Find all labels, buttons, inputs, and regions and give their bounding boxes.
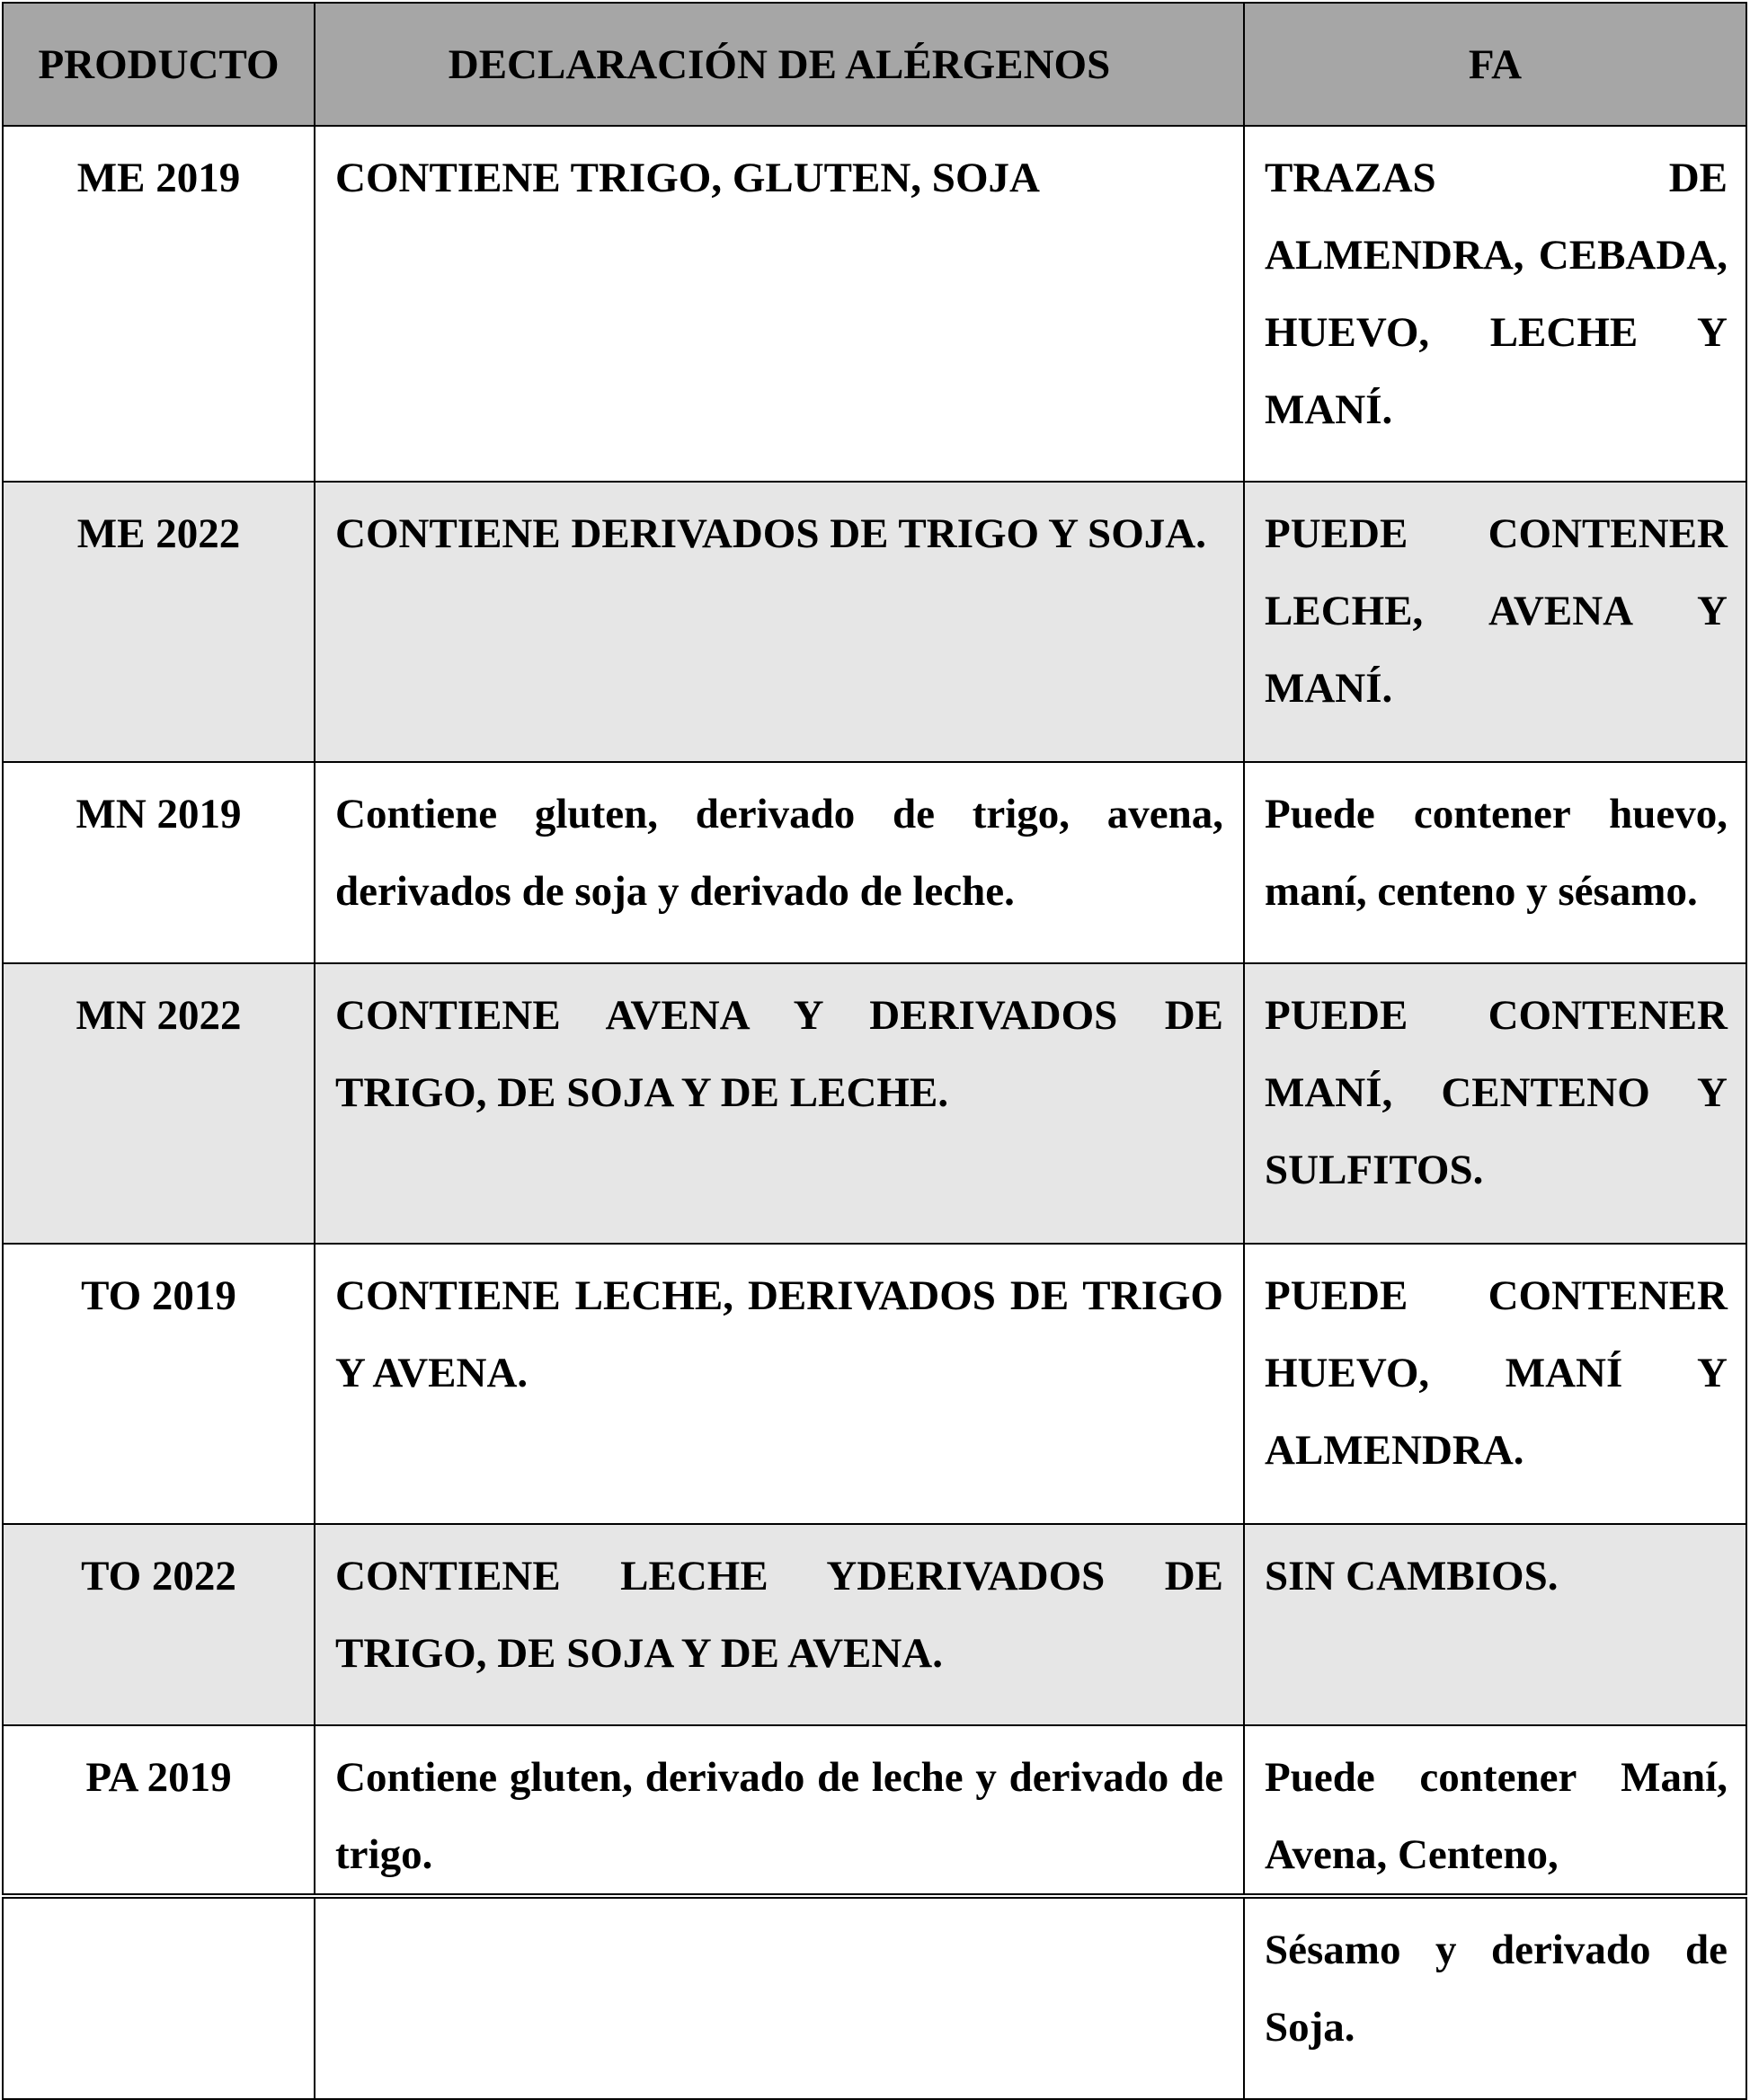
- cell-fa: PUEDE CONTENER LECHE, AVENA Y MANÍ.: [1244, 482, 1746, 762]
- cell-declaracion: Contiene gluten, derivado de leche y derivado de trigo.: [315, 1725, 1244, 1896]
- cell-fa: PUEDE CONTENER HUEVO, MANÍ Y ALMENDRA.: [1244, 1244, 1746, 1524]
- table-row: [3, 1244, 1746, 1524]
- table-row: [3, 762, 1746, 963]
- cell-producto: ME 2019: [3, 126, 315, 482]
- cell-declaracion: CONTIENE DERIVADOS DE TRIGO Y SOJA.: [315, 482, 1244, 762]
- cell-declaracion: Contiene gluten, derivado de trigo, avena, derivados de soja y derivado de leche.: [315, 762, 1244, 963]
- cell-declaracion: CONTIENE LECHE YDERIVADOS DE TRIGO, DE SOJA Y DE AVENA.: [315, 1524, 1244, 1725]
- header-producto: PRODUCTO: [3, 3, 315, 126]
- cell-producto: [3, 1896, 315, 2099]
- allergen-table: [2, 2, 1747, 2100]
- cell-declaracion: CONTIENE TRIGO, GLUTEN, SOJA: [315, 126, 1244, 482]
- table-row: [3, 126, 1746, 482]
- table-row: [3, 482, 1746, 762]
- cell-declaracion: CONTIENE LECHE, DERIVADOS DE TRIGO Y AVENA.: [315, 1244, 1244, 1524]
- cell-fa: Puede contener huevo, maní, centeno y sésamo.: [1244, 762, 1746, 963]
- table-row: [3, 963, 1746, 1244]
- cell-fa: Puede contener Maní, Avena, Centeno,: [1244, 1725, 1746, 1896]
- cell-fa: SIN CAMBIOS.: [1244, 1524, 1746, 1725]
- cell-declaracion: CONTIENE AVENA Y DERIVADOS DE TRIGO, DE SOJA Y DE LECHE.: [315, 963, 1244, 1244]
- cell-producto: TO 2022: [3, 1524, 315, 1725]
- cell-producto: MN 2019: [3, 762, 315, 963]
- table-header-row: [3, 3, 1746, 126]
- cell-producto: TO 2019: [3, 1244, 315, 1524]
- cell-declaracion: [315, 1896, 1244, 2099]
- cell-producto: PA 2019: [3, 1725, 315, 1896]
- cell-fa: Sésamo y derivado de Soja.: [1244, 1896, 1746, 2099]
- table-row: [3, 1524, 1746, 1725]
- table-row: [3, 1896, 1746, 2099]
- cell-fa: PUEDE CONTENER MANÍ, CENTENO Y SULFITOS.: [1244, 963, 1746, 1244]
- cell-producto: ME 2022: [3, 482, 315, 762]
- cell-producto: MN 2022: [3, 963, 315, 1244]
- cell-fa: TRAZAS DE ALMENDRA, CEBADA, HUEVO, LECHE Y MANÍ.: [1244, 126, 1746, 482]
- header-fa: FA: [1244, 3, 1746, 126]
- table-row: [3, 1725, 1746, 1896]
- header-declaracion: DECLARACIÓN DE ALÉRGENOS: [315, 3, 1244, 126]
